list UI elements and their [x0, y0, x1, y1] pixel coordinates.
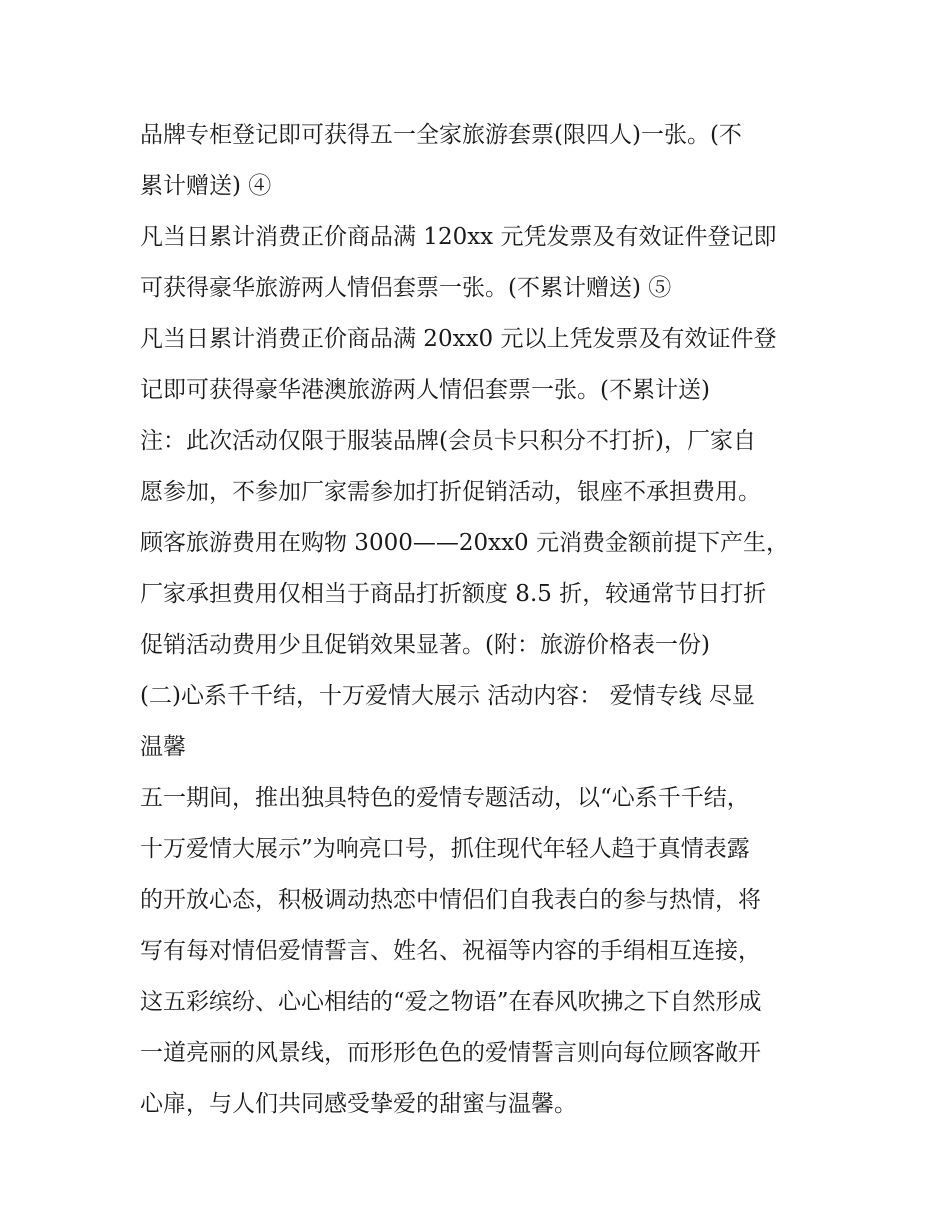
- text-line: 可获得豪华旅游两人情侣套票一张。(不累计赠送) ⑤: [140, 275, 672, 301]
- text-line: 五一期间，推出独具特色的爱情专题活动，以“心系千千结，: [140, 785, 750, 811]
- text-line: 顾客旅游费用在购物 3000——20xx0 元消费金额前提下产生，: [140, 530, 789, 556]
- section-heading-line: (二)心系千千结，十万爱情大展示 活动内容： 爱情专线 尽显: [140, 683, 755, 709]
- text-line: 品牌专柜登记即可获得五一全家旅游套票(限四人)一张。(不: [140, 122, 742, 148]
- text-line: 凡当日累计消费正价商品满 120xx 元凭发票及有效证件登记即: [140, 224, 777, 250]
- text-line: 厂家承担费用仅相当于商品打折额度 8.5 折，较通常节日打折: [140, 581, 767, 607]
- text-line: 愿参加，不参加厂家需参加打折促销活动，银座不承担费用。: [140, 479, 761, 505]
- text-line: 这五彩缤纷、心心相结的“爱之物语”在春风吹拂之下自然形成: [140, 989, 762, 1015]
- text-line: 记即可获得豪华港澳旅游两人情侣套票一张。(不累计送): [140, 377, 710, 403]
- text-line: 写有每对情侣爱情誓言、姓名、祝福等内容的手绢相互连接，: [140, 938, 761, 964]
- text-line: 一道亮丽的风景线，而形形色色的爱情誓言则向每位顾客敞开: [140, 1040, 761, 1066]
- text-line: 十万爱情大展示”为响亮口号，抓住现代年轻人趋于真情表露: [140, 836, 750, 862]
- document-body: [140, 110, 820, 1130]
- text-line: 凡当日累计消费正价商品满 20xx0 元以上凭发票及有效证件登: [140, 326, 777, 352]
- text-line: 注：此次活动仅限于服装品牌(会员卡只积分不打折)，厂家自: [140, 428, 756, 454]
- text-line: 累计赠送) ④: [140, 173, 272, 199]
- text-line: 促销活动费用少且促销效果显著。(附：旅游价格表一份): [140, 632, 710, 658]
- text-line: 的开放心态，积极调动热恋中情侣们自我表白的参与热情，将: [140, 887, 761, 913]
- text-line: 温馨: [140, 734, 186, 760]
- text-line: 心扉，与人们共同感受挚爱的甜蜜与温馨。: [140, 1091, 577, 1117]
